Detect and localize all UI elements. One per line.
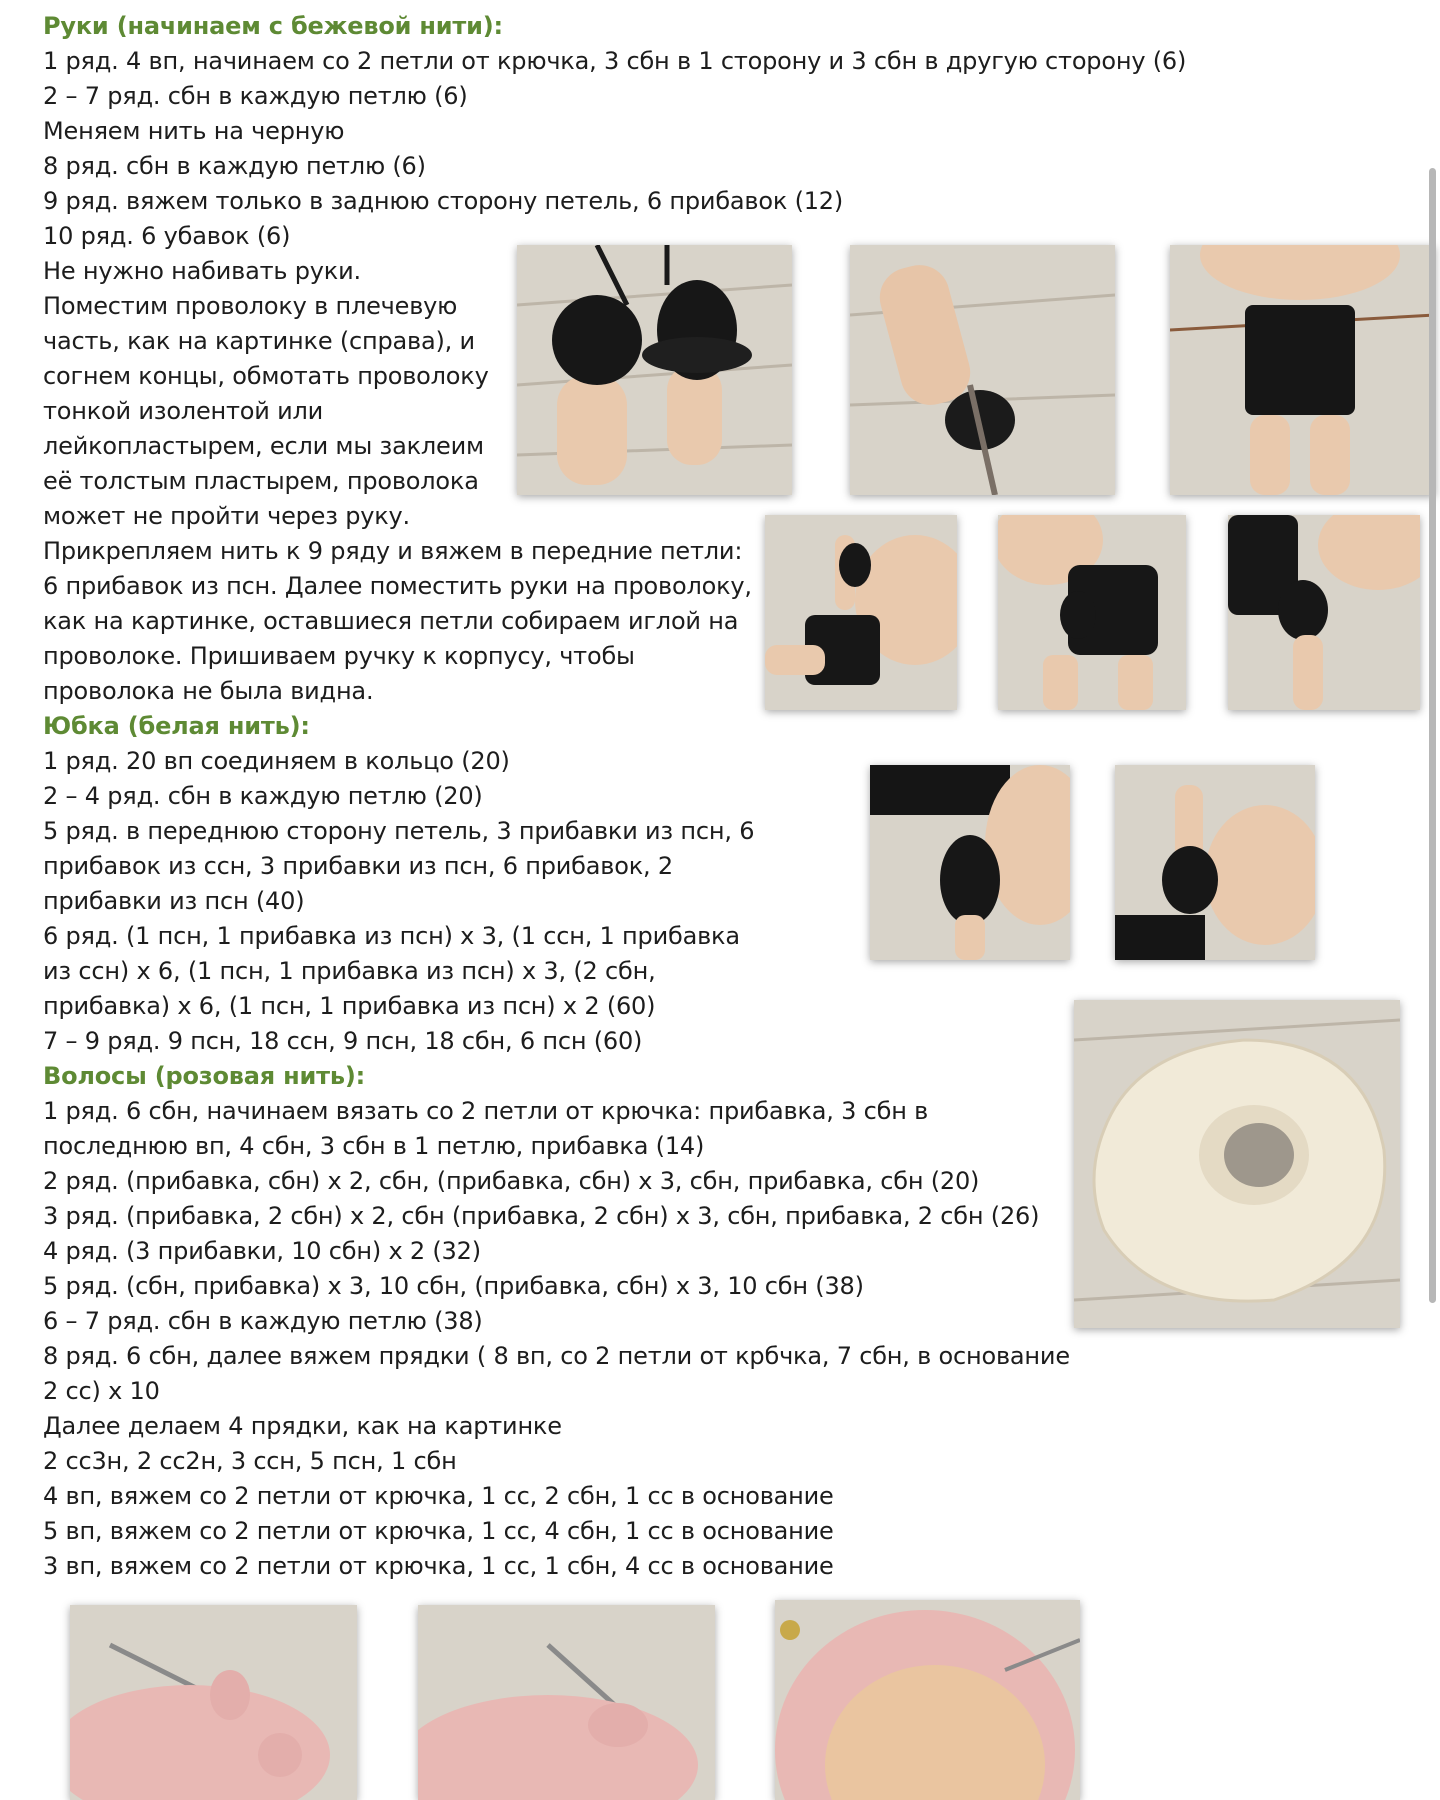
photo-arm-sewn-1 <box>870 765 1070 960</box>
text-line: 2 ряд. (прибавка, сбн) х 2, сбн, (прибавка, сбн) х 3, сбн, прибавка, сбн (20) <box>43 1167 980 1195</box>
photo-arm-sewn-2 <box>1115 765 1315 960</box>
text-line: проволоке. Пришиваем ручку к корпусу, чтобы <box>43 642 635 670</box>
photo-hair-3 <box>775 1600 1080 1800</box>
text-line: 1 ряд. 6 сбн, начинаем вязать со 2 петли от крючка: прибавка, 3 сбн в <box>43 1097 929 1125</box>
text-line: 4 ряд. (3 прибавки, 10 сбн) х 2 (32) <box>43 1237 481 1265</box>
text-line: лейкопластырем, если мы заклеим <box>43 432 484 460</box>
text-line: 6 – 7 ряд. сбн в каждую петлю (38) <box>43 1307 483 1335</box>
text-line: согнем концы, обмотать проволоку <box>43 362 489 390</box>
text-line: 5 ряд. в переднюю сторону петель, 3 прибавки из псн, 6 <box>43 817 755 845</box>
text-line: часть, как на картинке (справа), и <box>43 327 475 355</box>
text-line: 3 ряд. (прибавка, 2 сбн) х 2, сбн (прибавка, 2 сбн) х 3, сбн, прибавка, 2 сбн (26) <box>43 1202 1040 1230</box>
photo-attach-arm-2 <box>998 515 1186 710</box>
text-line: тонкой изолентой или <box>43 397 324 425</box>
text-line: прибавка) х 6, (1 псн, 1 прибавка из псн) х 2 (60) <box>43 992 656 1020</box>
photo-body-wire <box>1170 245 1435 495</box>
text-line: Далее делаем 4 прядки, как на картинке <box>43 1412 562 1440</box>
photo-skirt <box>1074 1000 1400 1328</box>
photo-hair-1 <box>70 1605 357 1800</box>
text-line: 9 ряд. вяжем только в заднюю сторону петель, 6 прибавок (12) <box>43 187 844 215</box>
photo-attach-arm-1 <box>765 515 957 710</box>
text-line: может не пройти через руку. <box>43 502 410 530</box>
text-line: Меняем нить на черную <box>43 117 345 145</box>
text-line: 8 ряд. сбн в каждую петлю (6) <box>43 152 426 180</box>
photo-arms-pair <box>517 245 792 495</box>
photo-hair-2 <box>418 1605 715 1800</box>
photo-arm-wire <box>850 245 1115 495</box>
text-line: как на картинке, оставшиеся петли собираем иглой на <box>43 607 739 635</box>
text-line: последнюю вп, 4 сбн, 3 сбн в 1 петлю, прибавка (14) <box>43 1132 705 1160</box>
text-line: проволока не была видна. <box>43 677 374 705</box>
text-line: прибавки из псн (40) <box>43 887 305 915</box>
text-line: 5 ряд. (сбн, прибавка) х 3, 10 сбн, (прибавка, сбн) х 3, 10 сбн (38) <box>43 1272 864 1300</box>
text-line: её толстым пластырем, проволока <box>43 467 479 495</box>
text-line: 10 ряд. 6 убавок (6) <box>43 222 291 250</box>
text-line: 8 ряд. 6 сбн, далее вяжем прядки ( 8 вп, со 2 петли от крбчка, 7 сбн, в основание <box>43 1342 1070 1370</box>
text-line: 1 ряд. 20 вп соединяем в кольцо (20) <box>43 747 510 775</box>
text-line: из ссн) х 6, (1 псн, 1 прибавка из псн) х 3, (2 сбн, <box>43 957 656 985</box>
text-line: Поместим проволоку в плечевую <box>43 292 458 320</box>
section-heading-hair: Волосы (розовая нить): <box>43 1062 366 1090</box>
text-line: 2 сс) х 10 <box>43 1377 160 1405</box>
text-line: 6 ряд. (1 псн, 1 прибавка из псн) х 3, (1 ссн, 1 прибавка <box>43 922 740 950</box>
photo-attach-arm-3 <box>1228 515 1420 710</box>
section-heading-skirt: Юбка (белая нить): <box>43 712 310 740</box>
text-line: 7 – 9 ряд. 9 псн, 18 ссн, 9 псн, 18 сбн, 6 псн (60) <box>43 1027 643 1055</box>
text-line: 4 вп, вяжем со 2 петли от крючка, 1 сс, 2 сбн, 1 сс в основание <box>43 1482 834 1510</box>
text-line: 2 – 4 ряд. сбн в каждую петлю (20) <box>43 782 483 810</box>
text-line: Прикрепляем нить к 9 ряду и вяжем в передние петли: <box>43 537 743 565</box>
section-heading-arms: Руки (начинаем с бежевой нити): <box>43 12 503 40</box>
text-line: 1 ряд. 4 вп, начинаем со 2 петли от крючка, 3 сбн в 1 сторону и 3 сбн в другую сторону (6) <box>43 47 1187 75</box>
text-line: 2 сс3н, 2 сс2н, 3 ссн, 5 псн, 1 сбн <box>43 1447 457 1475</box>
text-line: прибавок из ссн, 3 прибавки из псн, 6 прибавок, 2 <box>43 852 673 880</box>
text-line: 2 – 7 ряд. сбн в каждую петлю (6) <box>43 82 468 110</box>
text-line: 6 прибавок из псн. Далее поместить руки на проволоку, <box>43 572 752 600</box>
text-line: 3 вп, вяжем со 2 петли от крючка, 1 сс, 1 сбн, 4 сс в основание <box>43 1552 834 1580</box>
text-line: 5 вп, вяжем со 2 петли от крючка, 1 сс, 4 сбн, 1 сс в основание <box>43 1517 834 1545</box>
text-line: Не нужно набивать руки. <box>43 257 361 285</box>
vertical-scrollbar[interactable] <box>1429 168 1436 1303</box>
